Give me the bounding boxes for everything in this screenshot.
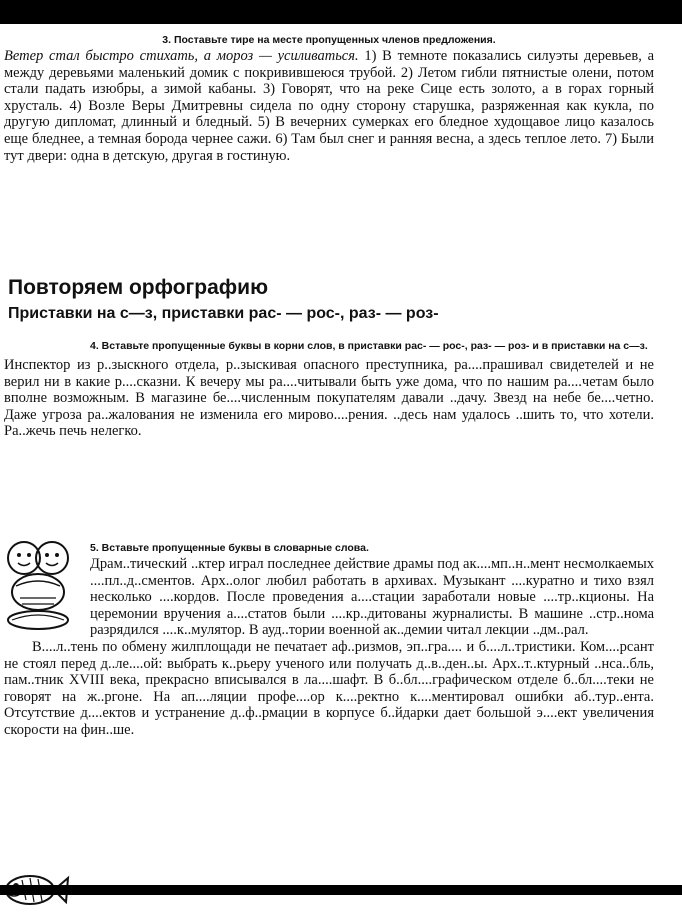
section-title: Повторяем орфографию bbox=[8, 276, 269, 299]
exercise-5-paragraph-2: В....л..тень по обмену жилплощади не печатает аф..ризмов, эп..гра.... и б....л..тристики. Ком....рсант не стоял перед д..ле....ой: выбрать к..рьеру ученого или получать д..в..ден..ы. Арх..т..ктурный ..нса..бль, пам..тник XVIII века, прекрасно вписывался в ла....шафт. В б..бл....графическом отделе б..бл....теки не говорят на ж..ргоне. На ап....ляции профе....ор к....ректно к....ментировал ошибки аб..тур..ента. Отсутствие д....ектов и устранение д..ф..рмации в корпусе б..йдарки дает большой э....ект увеличения скорости на фин..ше. bbox=[4, 638, 654, 738]
bottom-bar bbox=[0, 885, 682, 895]
exercise-5-paragraph-1: Драм..тический ..ктер играл последнее действие драмы под ак....мп..н..мент несмолкаемых ....пл..д..сментов. Арх..олог любил работать в архивах. Музыкант ....куратно и тихо взял несколько ....кордов. После проведения а....стации заработали новые ....тр..кционы. На церемонии вручения а....статов были ....кр..дитованы журналисты. В машине ..стр..нома разрядился ....к..мулятор. В ауд..тории военной ак..демии читал лекции ..дм..рал. bbox=[90, 556, 654, 639]
exercise-5 bbox=[4, 538, 654, 739]
top-bar bbox=[0, 0, 682, 24]
exercise-3-example: Ветер стал быстро стихать, а мороз — усиливаться. bbox=[4, 48, 359, 64]
exercise-4-body: Инспектор из р..зыскного отдела, р..зыскивая опасного преступника, ра....прашивал свидетелей и не верил ни в какие р....сказни. К вечеру мы ра....читывали быть уже дома, что по нашим ра....четам было вполне возможным. В магазине бе....численным покупателям давали ..дачу. Звезд на небе бе....четно. Даже угроза ра..жалования не изменила его мирово....рения. ..десь нам удалось ..шить то, что хотели. Ра..жечь печь нелегко. bbox=[4, 357, 654, 440]
exercise-3-body: 1) В темноте показались силуэты деревьев, а между деревьями маленький домик с покривившеюся трубой. 2) Летом гибли пятнистые олени, потом стали падать изюбры, а зимой кабаны. 3) Говорят, что на реке Сице есть золото, а в горах горный хрусталь. 4) Возле Веры Дмитревны сидела по одну сторону старушка, разряженная как кукла, по другую дипломат, длинный и бледный. 5) В вечерних сумерках его бледное худощавое лицо казалось еще бледнее, а темная борода чернее сажи. 6) Там был снег и ранняя весна, а здесь теплое лето. 7) Были тут двери: одна в детскую, другая в гостиную. bbox=[4, 48, 654, 164]
exercise-3 bbox=[4, 30, 654, 164]
exercise-3-task: 3. Поставьте тире на месте пропущенных членов предложения. bbox=[162, 34, 496, 46]
exercise-5-task: 5. Вставьте пропущенные буквы в словарные слова. bbox=[90, 542, 369, 554]
exercise-4-task: 4. Вставьте пропущенные буквы в корни слов, в приставки рас- — рос-, раз- — роз- и в приставки на с—з. bbox=[90, 340, 648, 352]
exercise-3-text bbox=[4, 48, 654, 164]
exercise-4 bbox=[4, 336, 654, 440]
subsection-title: Приставки на с—з, приставки рас- — рос-, раз- — роз- bbox=[8, 305, 439, 322]
